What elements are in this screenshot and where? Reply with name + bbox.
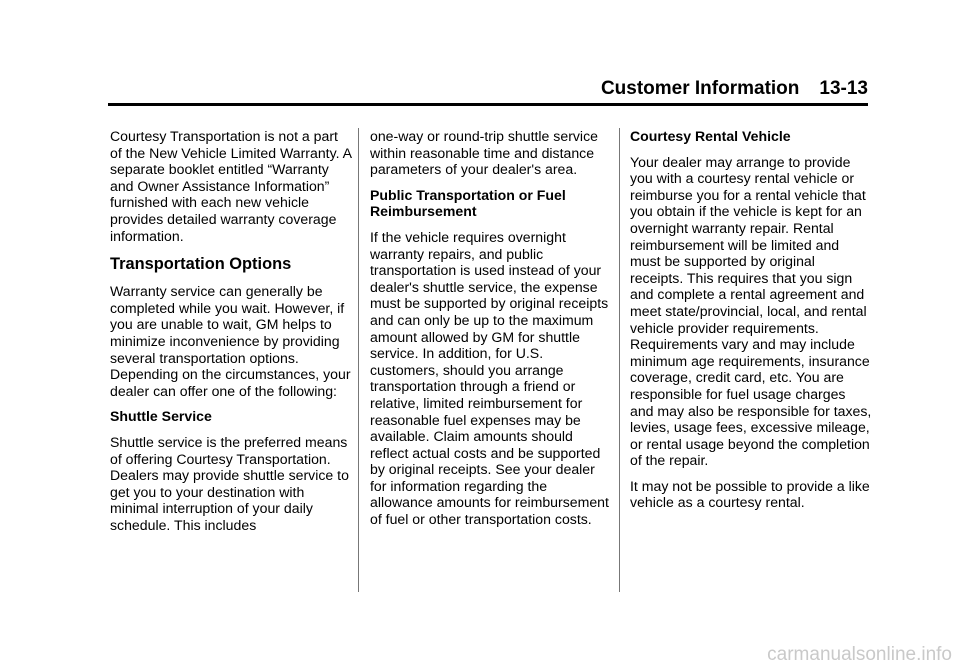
page-header xyxy=(108,78,868,106)
column-2 xyxy=(370,128,612,537)
public-transportation-label: Public Transportation or Fuel Reimbursement xyxy=(370,186,566,220)
column-1 xyxy=(110,128,352,542)
courtesy-rental-paragraph: Your dealer may arrange to provide you with a courtesy rental vehicle or reimburse you for a rental vehicle that you obtain if the vehicle is kept for an overnight warranty repair. Rental reimbursement will be limited and must be supported by original receipts. This requires that you sign and complete a rental agreement and meet state/provincial, local, and rental vehicle provider requirements. Requirements vary and may include minimum age requirements, insurance coverage, credit card, etc. You are responsible for fuel usage charges and may also be responsible for taxes, levies, usage fees, excessive mileage, or rental usage beyond the completion of the repair. xyxy=(630,153,872,469)
courtesy-rental-label: Courtesy Rental Vehicle xyxy=(630,128,791,144)
column-divider-1 xyxy=(358,128,359,592)
like-vehicle-paragraph: It may not be possible to provide a like vehicle as a courtesy rental. xyxy=(630,477,870,511)
public-transportation-paragraph: If the vehicle requires overnight warranty repairs, and public transportation is used instead of your dealer's shuttle service, the expense must be supported by original receipts and can only be up to the maximum amount allowed by GM for shuttle service. In addition, for U.S. customers, should you arrange transportation through a friend or relative, limited reimbursement for reasonable fuel expenses may be available. Claim amounts should reflect actual costs and be supported by original receipts. See your dealer for information regarding the allowance amounts for reimbursement of fuel or other transportation costs. xyxy=(370,228,609,528)
shuttle-service-label: Shuttle Service xyxy=(110,408,212,425)
column-divider-2 xyxy=(619,128,620,592)
intro-paragraph: Courtesy Transportation is not a part of the New Vehicle Limited Warranty. A separate booklet entitled “Warranty and Owner Assistance Information” furnished with each new vehicle provides detailed warranty coverage information. xyxy=(110,128,352,244)
watermark: carmanualsonline.info xyxy=(767,644,952,665)
header-title xyxy=(601,78,868,100)
section-title: Customer Information xyxy=(600,78,800,99)
shuttle-service-paragraph: Shuttle service is the preferred means of offering Courtesy Transportation. Dealers may provide shuttle service to get you to your destination with minimal interruption of your daily schedule. This includes xyxy=(110,433,349,533)
shuttle-continued-paragraph: one-way or round-trip shuttle service within reasonable time and distance parameters of your dealer's area. xyxy=(370,128,598,178)
page-number: 13-13 xyxy=(819,78,868,99)
column-3 xyxy=(630,128,872,520)
transportation-options-heading: Transportation Options xyxy=(110,255,292,274)
options-paragraph: Warranty service can generally be completed while you wait. However, if you are unable to wait, GM helps to minimize inconvenience by providing several transportation options. Depending on the circumstances, your dealer can offer one of the following: xyxy=(110,283,351,399)
header-rule xyxy=(108,103,868,106)
